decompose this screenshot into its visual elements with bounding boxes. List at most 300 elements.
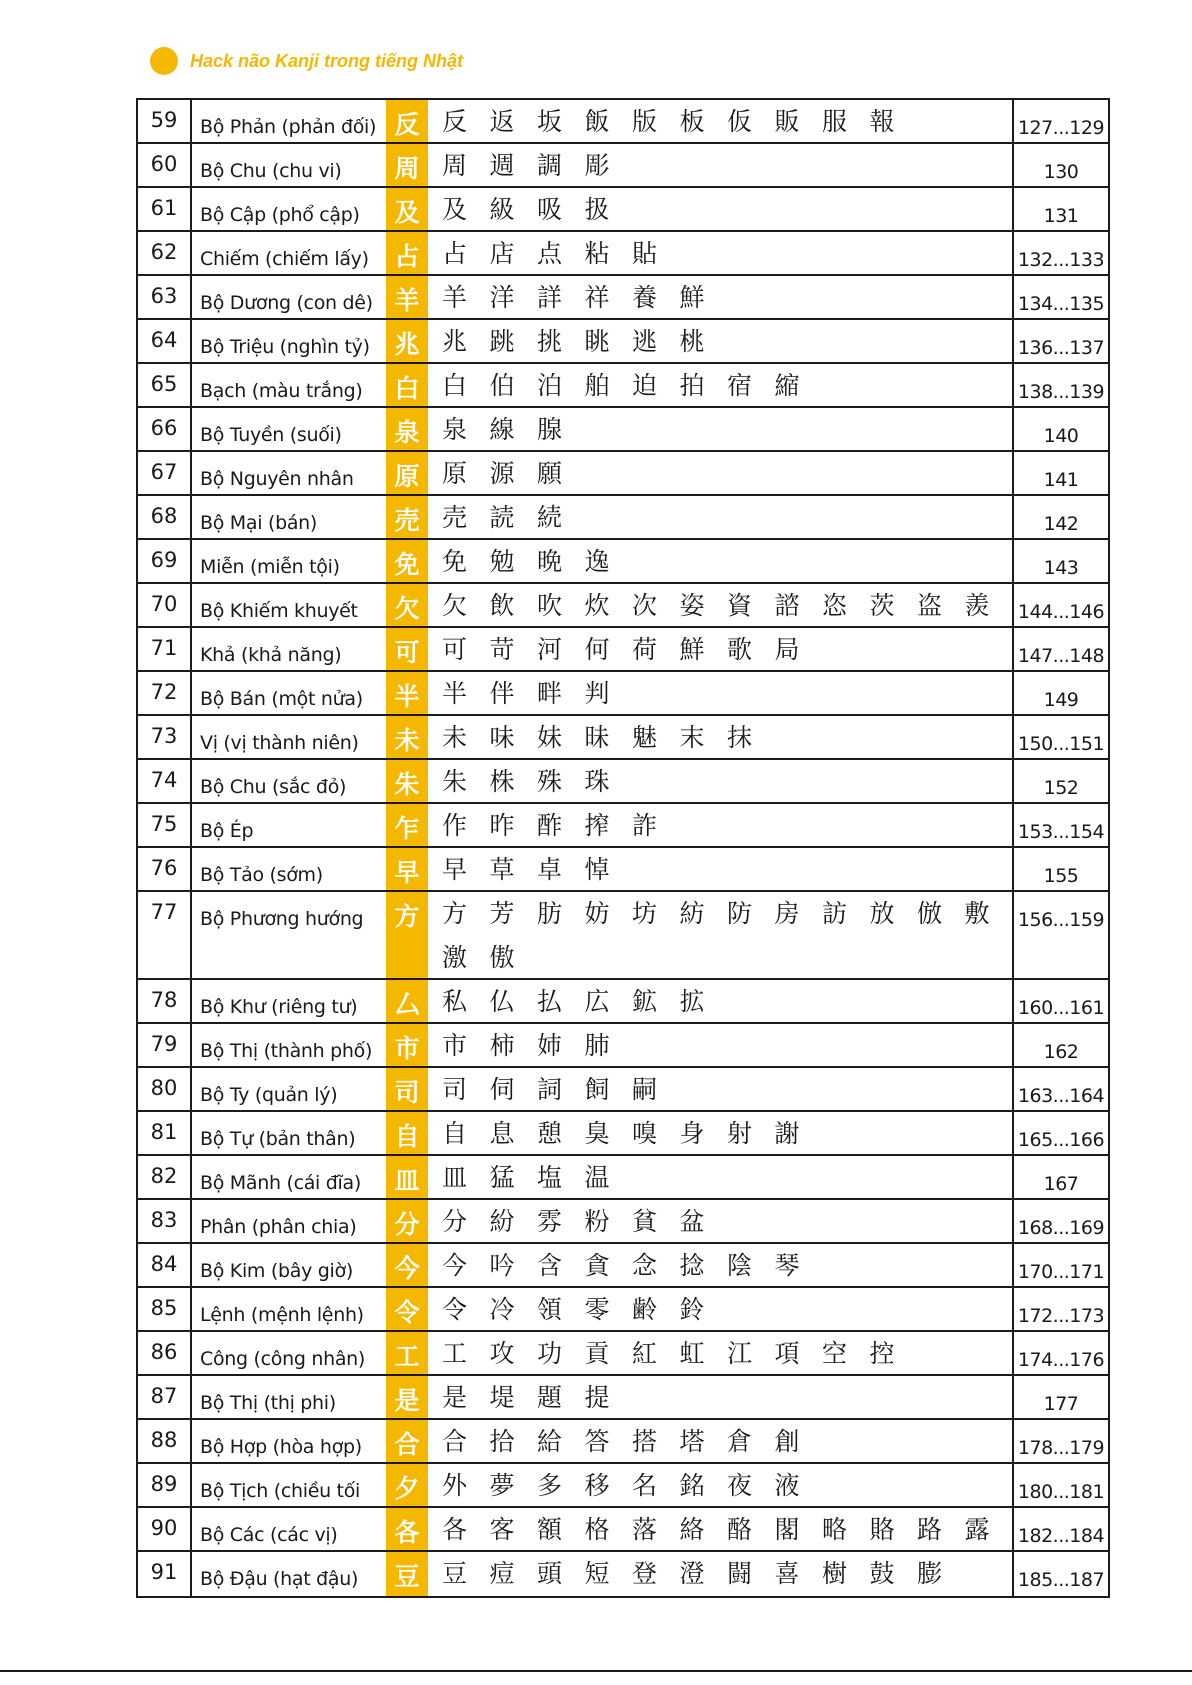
kanji-character: 吟 [489, 1251, 515, 1280]
kanji-character: 兆 [442, 327, 468, 356]
kanji-character: 続 [537, 503, 563, 532]
kanji-character: 豆 [442, 1559, 468, 1588]
radical-character: 是 [386, 1376, 428, 1418]
kanji-character: 樹 [822, 1559, 848, 1588]
kanji-character: 創 [774, 1427, 800, 1456]
kanji-character: 払 [537, 987, 563, 1016]
row-number: 84 [138, 1244, 192, 1286]
kanji-character: 坂 [537, 107, 563, 136]
kanji-character: 液 [774, 1471, 800, 1500]
page-range: 144...146 [1017, 601, 1105, 623]
table-row [138, 1156, 1108, 1200]
page-range: 141 [1043, 469, 1079, 491]
kanji-character: 姉 [537, 1031, 563, 1060]
radical-character: 豆 [386, 1552, 428, 1596]
radical-character: 工 [386, 1332, 428, 1374]
kanji-character: 今 [442, 1251, 468, 1280]
radical-character: 合 [386, 1420, 428, 1462]
kanji-list [428, 1288, 1014, 1330]
kanji-character: 勉 [489, 547, 515, 576]
kanji-character: 荷 [632, 635, 658, 664]
row-number: 70 [138, 584, 192, 626]
kanji-character: 市 [442, 1031, 468, 1060]
kanji-character: 題 [537, 1383, 563, 1412]
kanji-character: 含 [537, 1251, 563, 1280]
kanji-character: 苛 [489, 635, 515, 664]
page-range: 168...169 [1017, 1217, 1105, 1239]
page-range: 167 [1043, 1173, 1079, 1195]
table-row [138, 1552, 1108, 1596]
kanji-character: 歌 [727, 635, 753, 664]
kanji-character: 桃 [679, 327, 705, 356]
kanji-character: 射 [727, 1119, 753, 1148]
kanji-character: 賂 [869, 1515, 895, 1544]
page-range: 147...148 [1017, 645, 1105, 667]
radical-character: 羊 [386, 276, 428, 318]
row-number: 79 [138, 1024, 192, 1066]
radical-character: 占 [386, 232, 428, 274]
table-row [138, 276, 1108, 320]
row-number: 59 [138, 100, 192, 142]
table-row [138, 628, 1108, 672]
kanji-character: 彫 [584, 151, 610, 180]
radical-name: Bộ Cập (phổ cập) [200, 204, 360, 226]
table-row [138, 1288, 1108, 1332]
kanji-character: 提 [584, 1383, 610, 1412]
kanji-character: 悼 [584, 855, 610, 884]
kanji-character: 身 [679, 1119, 705, 1148]
radical-name: Lệnh (mệnh lệnh) [200, 1304, 364, 1326]
radical-name: Chiếm (chiếm lấy) [200, 248, 369, 270]
kanji-character: 跳 [489, 327, 515, 356]
kanji-list [428, 584, 1014, 626]
kanji-character: 坊 [632, 899, 658, 928]
kanji-character: 反 [442, 107, 468, 136]
kanji-character: 河 [537, 635, 563, 664]
kanji-character: 略 [822, 1515, 848, 1544]
kanji-character: 諮 [774, 591, 800, 620]
kanji-character: 銘 [679, 1471, 705, 1500]
kanji-character: 伯 [489, 371, 515, 400]
row-number: 82 [138, 1156, 192, 1198]
kanji-character: 露 [964, 1515, 990, 1544]
kanji-character: 週 [489, 151, 515, 180]
kanji-character: 可 [442, 635, 468, 664]
kanji-character: 周 [442, 151, 468, 180]
page-range: 143 [1043, 557, 1079, 579]
kanji-list [428, 1420, 1014, 1462]
kanji-character: 飲 [489, 591, 515, 620]
kanji-character: 肺 [584, 1031, 610, 1060]
kanji-character: 移 [584, 1471, 610, 1500]
row-number: 89 [138, 1464, 192, 1506]
kanji-list [428, 320, 1014, 362]
kanji-list [428, 1068, 1014, 1110]
kanji-character: 答 [584, 1427, 610, 1456]
page-range: 178...179 [1017, 1437, 1105, 1459]
radical-character: 半 [386, 672, 428, 714]
kanji-character: 珠 [584, 767, 610, 796]
table-row [138, 320, 1108, 364]
kanji-radical-table [136, 98, 1110, 1598]
kanji-character: 肪 [537, 899, 563, 928]
kanji-character: 功 [537, 1339, 563, 1368]
page-range: 153...154 [1017, 821, 1105, 843]
kanji-character: 源 [489, 459, 515, 488]
kanji-character: 未 [442, 723, 468, 752]
kanji-character: 私 [442, 987, 468, 1016]
radical-character: 兆 [386, 320, 428, 362]
kanji-character: 拾 [489, 1427, 515, 1456]
table-row [138, 672, 1108, 716]
kanji-list [428, 628, 1014, 670]
kanji-character: 詳 [537, 283, 563, 312]
kanji-character: 伴 [489, 679, 515, 708]
kanji-character: 迫 [632, 371, 658, 400]
page-range: 163...164 [1017, 1085, 1105, 1107]
table-row [138, 1508, 1108, 1552]
page-range: 140 [1043, 425, 1079, 447]
radical-character: 厶 [386, 980, 428, 1022]
kanji-character: 販 [774, 107, 800, 136]
kanji-character: 売 [442, 503, 468, 532]
kanji-character: 酪 [727, 1515, 753, 1544]
row-number: 80 [138, 1068, 192, 1110]
radical-name: Bộ Bán (một nửa) [200, 688, 363, 710]
radical-character: 周 [386, 144, 428, 186]
kanji-character: 及 [442, 195, 468, 224]
radical-name: Bộ Thị (thành phố) [200, 1040, 373, 1062]
row-number: 83 [138, 1200, 192, 1242]
page-range: 150...151 [1017, 733, 1105, 755]
kanji-character: 柿 [489, 1031, 515, 1060]
kanji-character: 激 [442, 943, 468, 972]
kanji-character: 拡 [679, 987, 705, 1016]
radical-character: 司 [386, 1068, 428, 1110]
radical-name: Bộ Phương hướng [200, 908, 364, 930]
kanji-character: 仮 [727, 107, 753, 136]
page-range: 130 [1043, 161, 1079, 183]
table-row [138, 1200, 1108, 1244]
kanji-character: 澄 [679, 1559, 705, 1588]
kanji-character: 空 [822, 1339, 848, 1368]
radical-character: 泉 [386, 408, 428, 450]
row-number: 68 [138, 496, 192, 538]
kanji-character: 夜 [727, 1471, 753, 1500]
kanji-character: 吸 [537, 195, 563, 224]
row-number: 85 [138, 1288, 192, 1330]
kanji-character: 作 [442, 811, 468, 840]
page-range: 172...173 [1017, 1305, 1105, 1327]
kanji-character: 芳 [489, 899, 515, 928]
radical-character: 白 [386, 364, 428, 406]
radical-character: 市 [386, 1024, 428, 1066]
page-range: 152 [1043, 777, 1079, 799]
kanji-character: 鉱 [632, 987, 658, 1016]
kanji-character: 倉 [727, 1427, 753, 1456]
kanji-character: 放 [869, 899, 895, 928]
kanji-character: 路 [917, 1515, 943, 1544]
radical-name: Bộ Dương (con dê) [200, 292, 373, 314]
kanji-character: 殊 [537, 767, 563, 796]
row-number: 64 [138, 320, 192, 362]
kanji-character: 倣 [917, 899, 943, 928]
kanji-character: 縮 [774, 371, 800, 400]
kanji-character: 鼓 [869, 1559, 895, 1588]
kanji-character: 姿 [679, 591, 705, 620]
kanji-character: 謝 [774, 1119, 800, 1148]
kanji-list [428, 540, 1014, 582]
kanji-list [428, 1156, 1014, 1198]
kanji-character: 給 [537, 1427, 563, 1456]
row-number: 76 [138, 848, 192, 890]
kanji-character: 雰 [537, 1207, 563, 1236]
table-row [138, 1112, 1108, 1156]
kanji-character: 合 [442, 1427, 468, 1456]
page-range: 182...184 [1017, 1525, 1105, 1547]
kanji-character: 飯 [584, 107, 610, 136]
row-number: 60 [138, 144, 192, 186]
kanji-character: 服 [822, 107, 848, 136]
kanji-character: 憩 [537, 1119, 563, 1148]
kanji-character: 昨 [489, 811, 515, 840]
kanji-list [428, 672, 1014, 714]
table-row [138, 804, 1108, 848]
kanji-character: 酢 [537, 811, 563, 840]
kanji-character: 晩 [537, 547, 563, 576]
kanji-character: 詞 [537, 1075, 563, 1104]
radical-name: Bộ Tảo (sớm) [200, 864, 323, 886]
radical-character: 朱 [386, 760, 428, 802]
table-row [138, 892, 1108, 980]
kanji-list [428, 1024, 1014, 1066]
kanji-character: 挑 [537, 327, 563, 356]
table-row [138, 980, 1108, 1024]
kanji-character: 鮮 [679, 283, 705, 312]
kanji-character: 抹 [727, 723, 753, 752]
kanji-character: 広 [584, 987, 610, 1016]
kanji-character: 塩 [537, 1163, 563, 1192]
kanji-character: 臭 [584, 1119, 610, 1148]
kanji-character: 工 [442, 1339, 468, 1368]
kanji-character: 鈴 [679, 1295, 705, 1324]
kanji-character: 早 [442, 855, 468, 884]
kanji-character: 捻 [679, 1251, 705, 1280]
kanji-character: 眺 [584, 327, 610, 356]
page-range: 136...137 [1017, 337, 1105, 359]
kanji-character: 防 [727, 899, 753, 928]
page-range: 170...171 [1017, 1261, 1105, 1283]
row-number: 81 [138, 1112, 192, 1154]
page-range: 174...176 [1017, 1349, 1105, 1371]
page-header [150, 46, 463, 76]
kanji-character: 返 [489, 107, 515, 136]
kanji-character: 免 [442, 547, 468, 576]
kanji-character: 敷 [964, 899, 990, 928]
kanji-character: 扱 [584, 195, 610, 224]
radical-name: Bộ Kim (bây giờ) [200, 1260, 353, 1282]
kanji-list [428, 276, 1014, 318]
kanji-character: 陰 [727, 1251, 753, 1280]
radical-character: 皿 [386, 1156, 428, 1198]
row-number: 73 [138, 716, 192, 758]
kanji-list [428, 408, 1014, 450]
radical-name: Bộ Mại (bán) [200, 512, 318, 534]
kanji-character: 控 [869, 1339, 895, 1368]
radical-character: 免 [386, 540, 428, 582]
kanji-list [428, 1200, 1014, 1242]
radical-name: Miễn (miễn tội) [200, 556, 340, 578]
radical-character: 乍 [386, 804, 428, 846]
kanji-character: 味 [489, 723, 515, 752]
kanji-character: 半 [442, 679, 468, 708]
kanji-character: 房 [774, 899, 800, 928]
kanji-character: 局 [774, 635, 800, 664]
kanji-character: 原 [442, 459, 468, 488]
kanji-character: 息 [489, 1119, 515, 1148]
kanji-character: 資 [727, 591, 753, 620]
kanji-character: 株 [489, 767, 515, 796]
kanji-character: 祥 [584, 283, 610, 312]
table-row [138, 188, 1108, 232]
kanji-character: 報 [869, 107, 895, 136]
page-bottom-divider [0, 1670, 1192, 1672]
radical-name: Vị (vị thành niên) [200, 732, 359, 754]
kanji-character: 落 [632, 1515, 658, 1544]
kanji-character: 詐 [632, 811, 658, 840]
kanji-list [428, 144, 1014, 186]
kanji-character: 妨 [584, 899, 610, 928]
kanji-list [428, 848, 1014, 890]
kanji-character: 塔 [679, 1427, 705, 1456]
kanji-character: 線 [489, 415, 515, 444]
radical-character: 及 [386, 188, 428, 230]
row-number: 62 [138, 232, 192, 274]
kanji-character: 朱 [442, 767, 468, 796]
kanji-list [428, 496, 1014, 538]
kanji-character: 飼 [584, 1075, 610, 1104]
page-range: 142 [1043, 513, 1079, 535]
table-row [138, 716, 1108, 760]
kanji-character: 嗅 [632, 1119, 658, 1148]
table-row [138, 364, 1108, 408]
kanji-character: 司 [442, 1075, 468, 1104]
kanji-character: 客 [489, 1515, 515, 1544]
kanji-character: 是 [442, 1383, 468, 1412]
kanji-character: 粉 [584, 1207, 610, 1236]
kanji-list [428, 1332, 1014, 1374]
kanji-character: 額 [537, 1515, 563, 1544]
kanji-character: 昧 [584, 723, 610, 752]
table-row [138, 1244, 1108, 1288]
kanji-character: 外 [442, 1471, 468, 1500]
kanji-list [428, 1112, 1014, 1154]
kanji-character: 判 [584, 679, 610, 708]
row-number: 66 [138, 408, 192, 450]
kanji-list [428, 452, 1014, 494]
kanji-character: 領 [537, 1295, 563, 1324]
page-range: 177 [1043, 1393, 1079, 1415]
kanji-character: 各 [442, 1515, 468, 1544]
kanji-character: 腺 [537, 415, 563, 444]
kanji-character: 夢 [489, 1471, 515, 1500]
kanji-list [428, 760, 1014, 802]
table-row [138, 452, 1108, 496]
kanji-character: 版 [632, 107, 658, 136]
kanji-character: 訪 [822, 899, 848, 928]
kanji-character: 喜 [774, 1559, 800, 1588]
radical-character: 夕 [386, 1464, 428, 1506]
kanji-character: 畔 [537, 679, 563, 708]
radical-character: 方 [386, 892, 428, 978]
table-row [138, 100, 1108, 144]
kanji-list [428, 1376, 1014, 1418]
radical-name: Công (công nhân) [200, 1348, 366, 1370]
kanji-character: 絡 [679, 1515, 705, 1544]
kanji-character: 盆 [679, 1207, 705, 1236]
kanji-character: 多 [537, 1471, 563, 1500]
table-row [138, 1420, 1108, 1464]
radical-name: Khả (khả năng) [200, 644, 342, 666]
kanji-list [428, 232, 1014, 274]
radical-name: Bộ Tuyền (suối) [200, 424, 342, 446]
row-number: 75 [138, 804, 192, 846]
page-range: 138...139 [1017, 381, 1105, 403]
radical-character: 分 [386, 1200, 428, 1242]
kanji-character: 猛 [489, 1163, 515, 1192]
radical-character: 反 [386, 100, 428, 142]
kanji-list [428, 188, 1014, 230]
kanji-list [428, 1552, 1014, 1596]
kanji-character: 逸 [584, 547, 610, 576]
row-number: 63 [138, 276, 192, 318]
row-number: 87 [138, 1376, 192, 1418]
radical-character: 令 [386, 1288, 428, 1330]
row-number: 72 [138, 672, 192, 714]
row-number: 86 [138, 1332, 192, 1374]
radical-character: 原 [386, 452, 428, 494]
table-row [138, 1376, 1108, 1420]
row-number: 69 [138, 540, 192, 582]
kanji-list [428, 716, 1014, 758]
table-row [138, 760, 1108, 804]
kanji-character: 炊 [584, 591, 610, 620]
kanji-character: 紛 [489, 1207, 515, 1236]
page-range: 156...159 [1017, 909, 1105, 931]
page-range: 180...181 [1017, 1481, 1105, 1503]
kanji-list [428, 1464, 1014, 1506]
radical-name: Bộ Khư (riêng tư) [200, 996, 358, 1018]
kanji-character: 末 [679, 723, 705, 752]
kanji-character: 傲 [489, 943, 515, 972]
kanji-character: 拍 [679, 371, 705, 400]
kanji-character: 舶 [584, 371, 610, 400]
kanji-character: 白 [442, 371, 468, 400]
kanji-character: 店 [489, 239, 515, 268]
row-number: 91 [138, 1552, 192, 1596]
radical-character: 欠 [386, 584, 428, 626]
kanji-character: 零 [584, 1295, 610, 1324]
kanji-character: 茨 [869, 591, 895, 620]
row-number: 78 [138, 980, 192, 1022]
row-number: 67 [138, 452, 192, 494]
radical-name: Bộ Thị (thị phi) [200, 1392, 336, 1414]
kanji-character: 欠 [442, 591, 468, 620]
row-number: 90 [138, 1508, 192, 1550]
radical-name: Bạch (màu trắng) [200, 380, 363, 402]
kanji-character: 搾 [584, 811, 610, 840]
radical-name: Bộ Chu (sắc đỏ) [200, 776, 347, 798]
